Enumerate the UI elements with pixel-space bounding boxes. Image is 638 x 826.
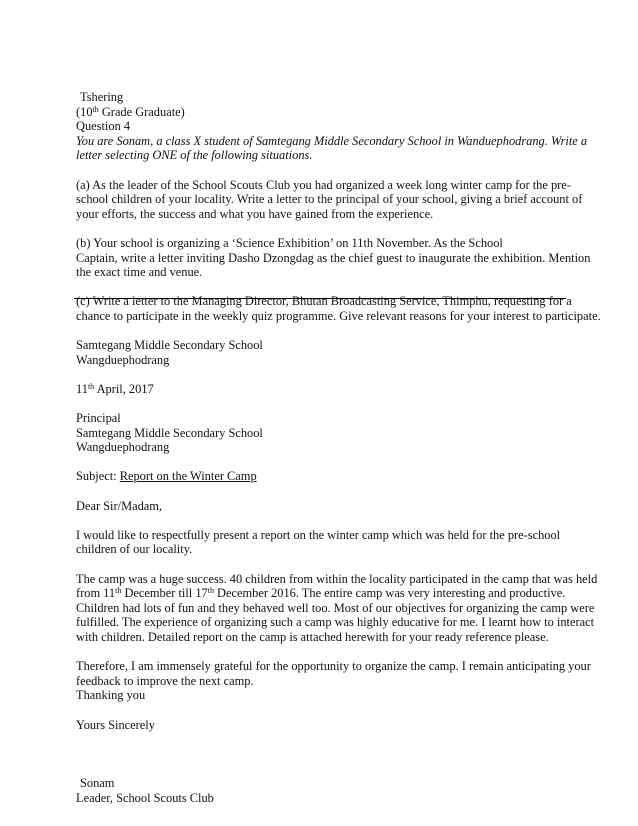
body-paragraph-3: Therefore, I am immensely grateful for the opportunity to organize the camp. I remain anticipating your feedback to improve the next camp. Thanking you (76, 659, 591, 703)
closing: Yours Sincerely (76, 717, 155, 732)
student-grade: (10th Grade Graduate) (76, 104, 185, 119)
question-instructions: You are Sonam, a class X student of Samtegang Middle Secondary School in Wanduephodrang. Write a letter selecting ONE of the following situations. (76, 133, 588, 163)
option-c: (c) Write a letter to the Managing Director, Bhutan Broadcasting Service, Thimphu, requesting for a chance to participate in the weekly quiz programme. Give relevant reasons for your interest to participate. (76, 294, 601, 323)
recipient-address: Principal Samtegang Middle Secondary School Wangduephodrang (76, 411, 263, 455)
option-b: (b) Your school is organizing a ‘Science Exhibition’ on 11th November. As the School Captain, write a letter inviting Dasho Dzongdag as the chief guest to inaugurate the exhibition. Mention the exact time and venue. (76, 235, 591, 280)
signature-title: Leader, School Scouts Club (76, 790, 214, 805)
body-paragraph-1: I would like to respectfully present a report on the winter camp which was held for the pre-school children of our locality. (76, 527, 561, 557)
sender-address: Samtegang Middle Secondary School Wangduephodrang (76, 338, 263, 367)
signature-name: Sonam (80, 775, 115, 790)
body-paragraph-2: The camp was a huge success. 40 children from within the locality participated in the camp that was held from 11th December till 17th December 2016. The entire camp was very interesting and productive. Children had lots of fun and they behaved well too. Most of our objectives for organizing the camp were fulfilled. The experience of organizing such a camp was highly educative for me. I learnt how to interact with children. Detailed report on the camp is attached herewith for your ready reference please. (76, 571, 598, 644)
question-number: Question 4 (76, 119, 131, 134)
subject-text: Report on the Winter Camp (119, 469, 257, 484)
subject-line: Subject: Report on the Winter Camp (76, 469, 257, 484)
salutation: Dear Sir/Madam, (76, 498, 163, 513)
student-name: Tshering (80, 90, 124, 104)
signature-block (76, 776, 572, 805)
letter-date: 11th April, 2017 (76, 381, 154, 396)
letter-document (76, 90, 601, 805)
option-a: (a) As the leader of the School Scouts Club you had organized a week long winter camp for the pre- school children of your locality. Write a letter to the principal of your school, giving a brief account of your efforts, the success and what you have gained from the experience. (76, 177, 583, 221)
